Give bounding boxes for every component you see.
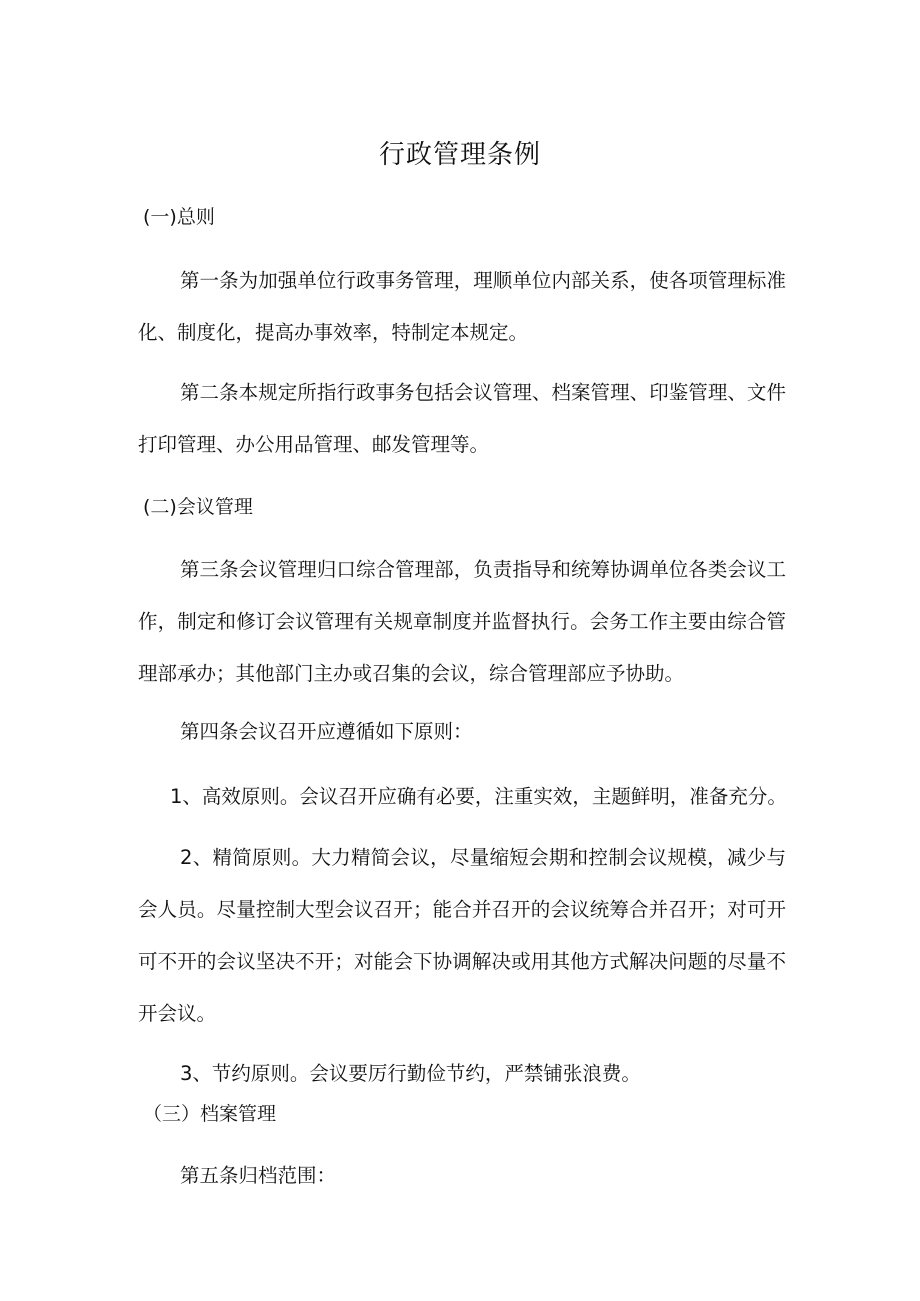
article-3: 第三条会议管理归口综合管理部，负责指导和统筹协调单位各类会议工作，制定和修订会议管理有关规章制度并监督执行。会务工作主要由综合管理部承办；其他部门主办或召集的会议，综合管理部应予协助。 xyxy=(138,558,786,685)
principle-1: 1、高效原则。会议召开应确有必要，注重实效，主题鲜明，准备充分。 xyxy=(170,785,787,808)
article-4: 第四条会议召开应遵循如下原则： xyxy=(180,720,473,743)
document-title: 行政管理条例 xyxy=(378,140,541,170)
article-2: 第二条本规定所指行政事务包括会议管理、档案管理、印鉴管理、文件打印管理、办公用品管理、邮发管理等。 xyxy=(138,381,786,456)
section-heading-general: (一)总则 xyxy=(143,206,215,228)
principle-3: 3、节约原则。会议要厉行勤俭节约，严禁铺张浪费。 xyxy=(180,1062,641,1085)
section-heading-archives: （三）档案管理 xyxy=(143,1103,277,1125)
article-5: 第五条归档范围： xyxy=(180,1164,337,1187)
article-1: 第一条为加强单位行政事务管理，理顺单位内部关系，使各项管理标准化、制度化，提高办事效率，特制定本规定。 xyxy=(138,269,786,344)
principle-2: 2、精简原则。大力精简会议，尽量缩短会期和控制会议规模，减少与会人员。尽量控制大型会议召开；能合并召开的会议统筹合并召开；对可开可不开的会议坚决不开；对能会下协调解决或用其他方式解决问题的尽量不开会议。 xyxy=(138,846,786,1025)
section-heading-meetings: (二)会议管理 xyxy=(143,496,253,518)
